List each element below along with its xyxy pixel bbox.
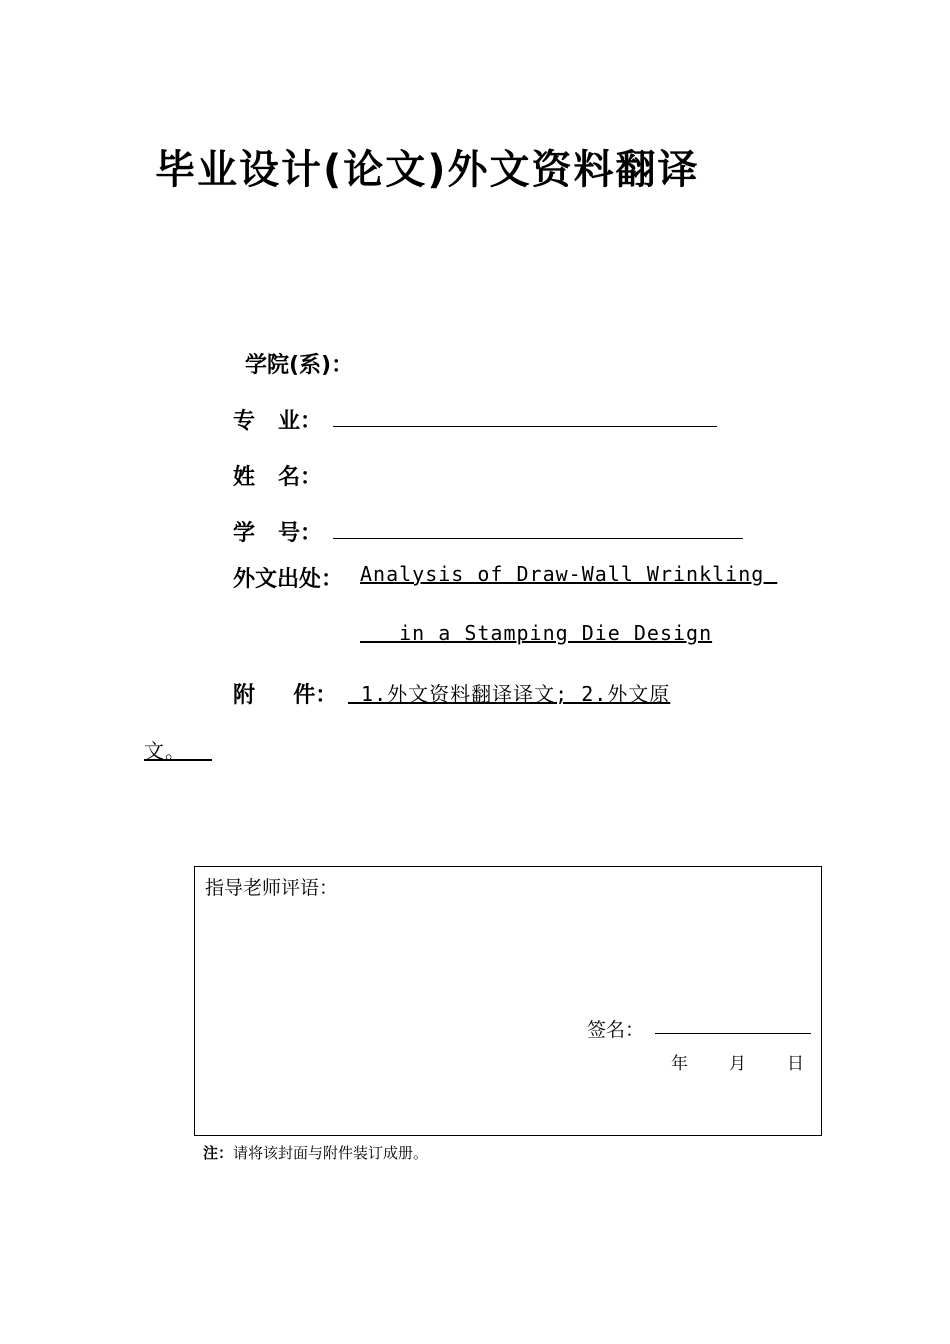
name-label: 姓 名： (233, 465, 322, 490)
page-title: 毕业设计(论文)外文资料翻译 (155, 147, 700, 193)
student-id-field[interactable] (333, 538, 743, 539)
major-label: 专 业： (233, 409, 322, 434)
signature-field[interactable] (655, 1033, 811, 1034)
date-year-label: 年 (671, 1054, 688, 1074)
date-day-label: 日 (787, 1054, 804, 1074)
note-prefix: 注： (203, 1144, 234, 1162)
attachment-value-line2: 文。 (144, 739, 213, 763)
signature-label: 签名： (587, 1019, 645, 1041)
college-label: 学院(系)： (245, 353, 354, 378)
source-value-line1: Analysis of Draw-Wall Wrinkling (360, 562, 778, 586)
student-id-label: 学 号： (233, 521, 322, 546)
binding-note (203, 1142, 428, 1163)
major-field[interactable] (333, 426, 717, 427)
note-text: 请将该封面与附件装订成册。 (233, 1144, 429, 1162)
date-month-label: 月 (729, 1054, 746, 1074)
advisor-comment-box[interactable] (194, 866, 822, 1136)
advisor-comment-label: 指导老师评语： (205, 877, 339, 899)
attachment-value-line1: 1.外文资料翻译译文; 2.外文原 (348, 682, 671, 706)
source-label: 外文出处： (233, 567, 344, 592)
attachment-label: 附 件： (233, 683, 338, 708)
source-value-line2: in a Stamping Die Design (360, 621, 713, 645)
